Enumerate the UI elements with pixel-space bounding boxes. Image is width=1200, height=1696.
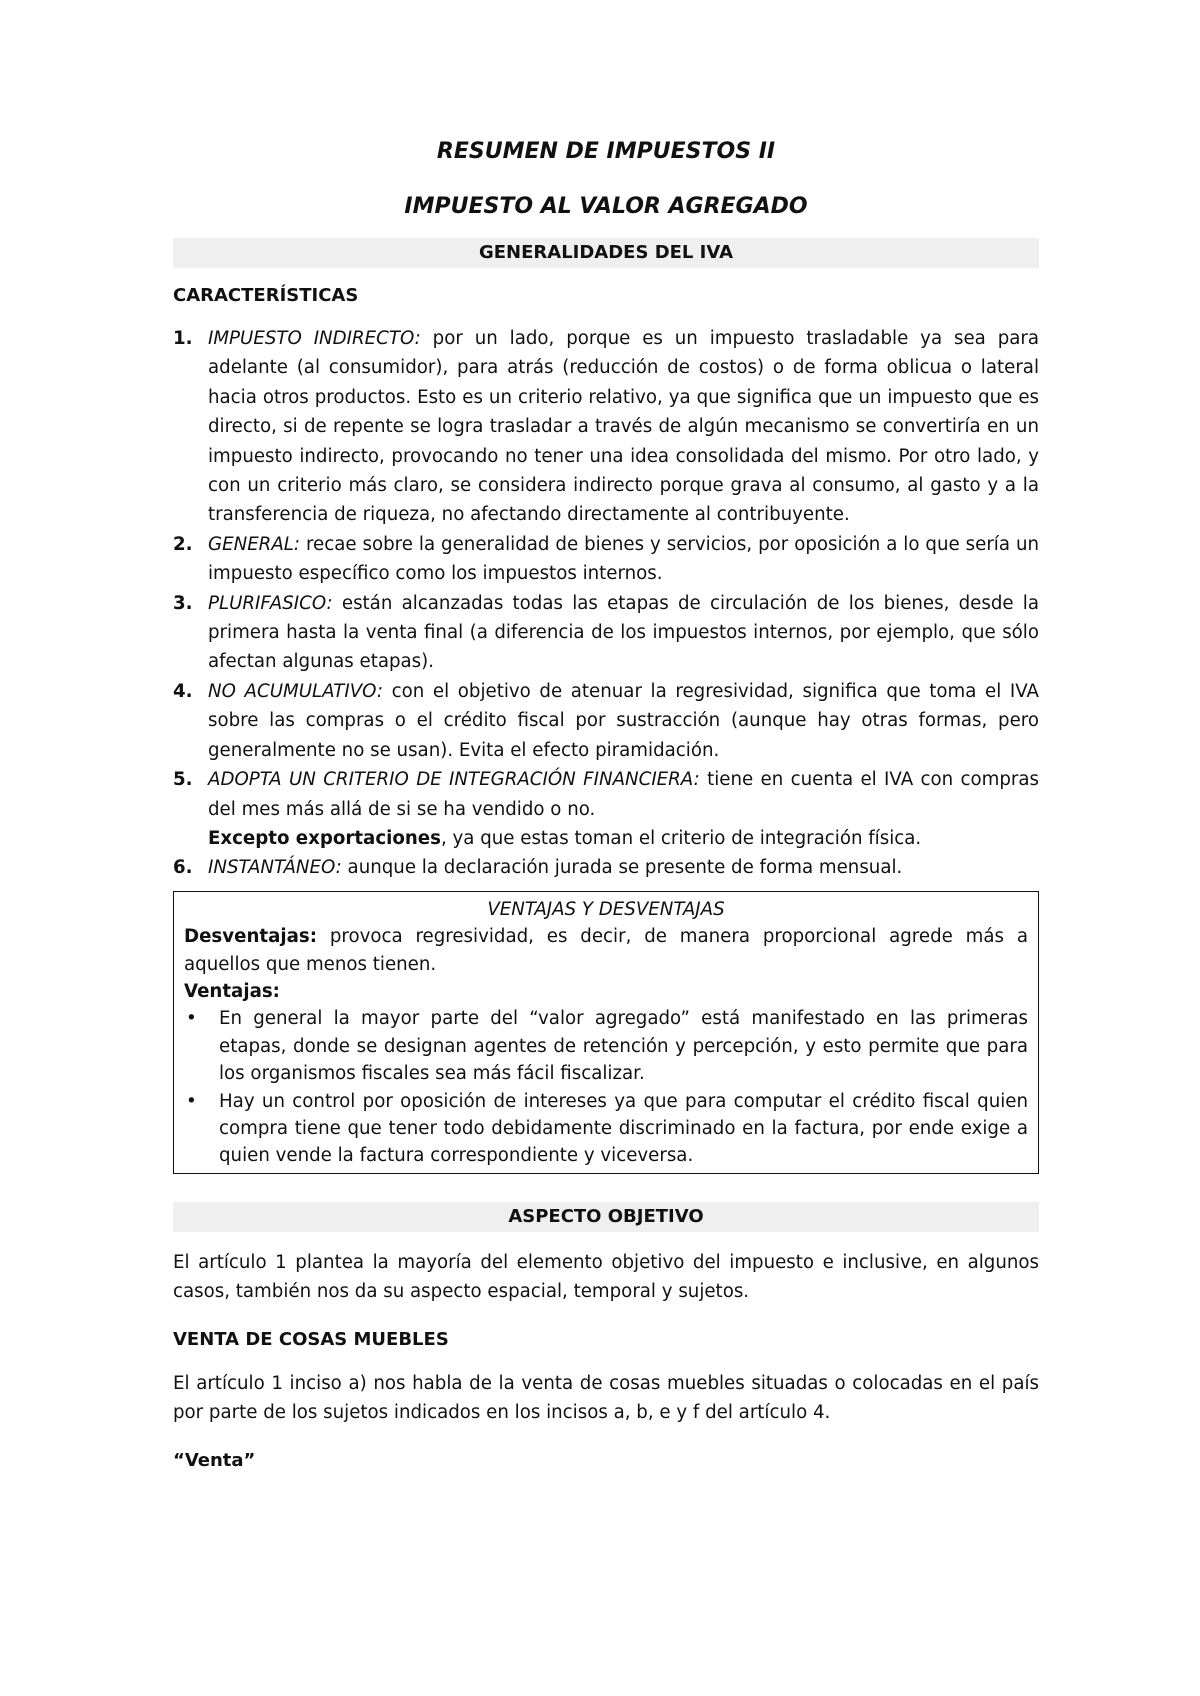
heading-venta-quote: “Venta” (173, 1450, 256, 1472)
list-item (184, 1088, 1028, 1170)
item-text: por un lado, porque es un impuesto trasladable ya sea para adelante (al consumidor), para atrás (reducción de costos) o de forma oblicua o lateral hacia otros productos. Esto es un criterio relativo, ya que significa que un impuesto que es directo, si de repente se logra trasladar a través de algún mecanismo se convertiría en un impuesto indirecto, provocando no tener una idea consolidada del mismo. Por otro lado, y con un criterio más claro, se considera indirecto porque grava al consumo, al gasto y a la transferencia de riqueza, no afectando directamente al contribuyente. (208, 328, 1040, 526)
item-term: IMPUESTO INDIRECTO: (208, 328, 421, 349)
paragraph-venta: El artículo 1 inciso a) nos habla de la venta de cosas muebles situadas o colocadas en el país por parte de los sujetos indicados en los incisos a, b, e y f del artículo 4. (173, 1372, 1039, 1423)
section-band-aspecto-objetivo: ASPECTO OBJETIVO (173, 1202, 1039, 1232)
characteristics-list (173, 324, 1039, 883)
section-band-generalidades: GENERALIDADES DEL IVA (173, 238, 1039, 268)
item-note-bold: Excepto exportaciones (208, 827, 441, 849)
item-note (208, 824, 1039, 853)
list-item (173, 677, 1039, 765)
item-text: aunque la declaración jurada se presente de forma mensual. (341, 857, 903, 879)
item-number: 1. (173, 328, 193, 349)
document-subtitle: IMPUESTO AL VALOR AGREGADO (404, 194, 808, 219)
heading-caracteristicas: CARACTERÍSTICAS (173, 285, 359, 306)
box-title: VENTAJAS Y DESVENTAJAS (487, 898, 725, 920)
ventajas-label: Ventajas: (184, 980, 280, 1002)
item-number: 2. (173, 533, 193, 555)
item-text: están alcanzadas todas las etapas de circulación de los bienes, desde la primera hasta la venta final (a diferencia de los impuestos internos, por ejemplo, que sólo afectan algunas etapas). (208, 592, 1039, 673)
list-item (173, 324, 1039, 530)
list-item (173, 530, 1039, 589)
desventajas-paragraph (184, 923, 1028, 978)
bullet-text: En general la mayor parte del “valor agregado” está manifestado en las primeras etapas, donde se designan agentes de retención y percepción, y esto permite que para los organismos fiscales sea más fácil fiscalizar. (219, 1008, 1028, 1085)
paragraph-aspecto: El artículo 1 plantea la mayoría del elemento objetivo del impuesto e inclusive, en algunos casos, también nos da su aspecto espacial, temporal y sujetos. (173, 1251, 1039, 1303)
item-term: PLURIFASICO: (208, 592, 333, 614)
ventajas-desventajas-box (173, 891, 1039, 1174)
list-item (173, 853, 1039, 882)
document-content (173, 138, 1039, 1474)
item-number: 5. (173, 769, 193, 791)
item-number: 4. (173, 680, 193, 702)
item-number: 3. (173, 592, 193, 614)
item-term: INSTANTÁNEO: (208, 857, 342, 879)
item-term: NO ACUMULATIVO: (208, 680, 383, 702)
item-text: recae sobre la generalidad de bienes y servicios, por oposición a lo que sería un impuesto específico como los impuestos internos. (208, 533, 1039, 585)
list-item (173, 589, 1039, 677)
item-number: 6. (173, 857, 193, 879)
bullet-icon: • (186, 1008, 197, 1030)
desventajas-label: Desventajas: (184, 926, 317, 948)
document-title: RESUMEN DE IMPUESTOS II (436, 139, 776, 164)
ventajas-list (184, 1005, 1028, 1169)
bullet-text: Hay un control por oposición de intereses ya que para computar el crédito fiscal quien compra tiene que tener todo debidamente discriminado en la factura, por ende exige a quien vende la factura correspondiente y viceversa. (219, 1090, 1028, 1167)
item-note-text: , ya que estas toman el criterio de integración física. (440, 827, 922, 849)
list-item (184, 1005, 1028, 1087)
list-item (173, 765, 1039, 853)
desventajas-text: provoca regresividad, es decir, de manera proporcional agrede más a aquellos que menos tienen. (184, 926, 1028, 975)
bullet-icon: • (186, 1090, 197, 1112)
item-term: ADOPTA UN CRITERIO DE INTEGRACIÓN FINANCIERA: (208, 769, 700, 791)
item-text: tiene en cuenta el IVA con compras del mes más allá de si se ha vendido o no. (208, 769, 1039, 820)
heading-venta-cosas-muebles: VENTA DE COSAS MUEBLES (173, 1328, 449, 1350)
item-term: GENERAL: (208, 533, 301, 555)
item-text: con el objetivo de atenuar la regresividad, significa que toma el IVA sobre las compras o el crédito fiscal por sustracción (aunque hay otras formas, pero generalmente no se usan). Evita el efecto piramidación. (208, 680, 1039, 761)
